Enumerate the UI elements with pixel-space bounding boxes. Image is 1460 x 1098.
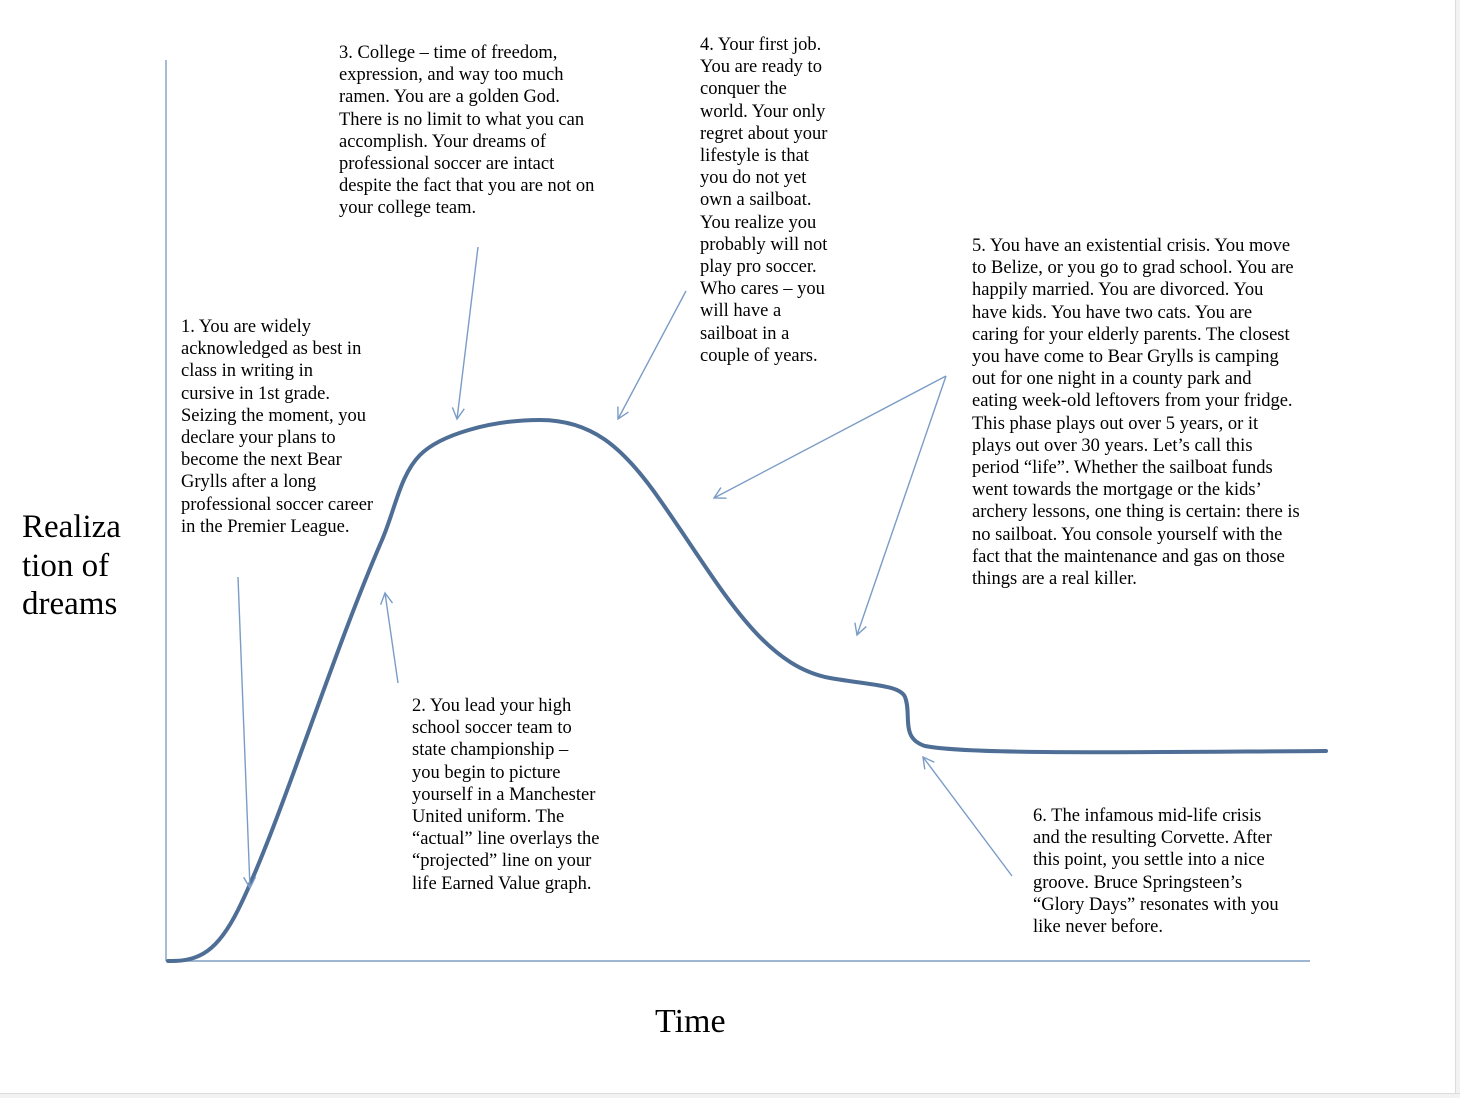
x-axis-label: Time — [655, 1003, 726, 1040]
arrow-note-6 — [923, 757, 1012, 876]
arrow-note-3 — [457, 247, 478, 419]
annotation-1: 1. You are widely acknowledged as best in class in writing in cursive in 1st grade. Seizing the moment, you declare your plans to become the next Bear Grylls after a long professional soccer career in the Premier League. — [181, 317, 374, 537]
y-axis-label: Realiza tion of dreams — [22, 509, 121, 622]
annotation-6: 6. The infamous mid-life crisis and the resulting Corvette. After this point, you settle into a nice groove. Bruce Springsteen’s “Glory Days” resonates with you like never before. — [1033, 806, 1279, 938]
arrow-note-2 — [385, 593, 398, 683]
annotation-2: 2. You lead your high school soccer team to state championship – you begin to picture yourself in a Manchester United uniform. The “actual” line overlays the “projected” line on your life Earned Value graph. — [412, 696, 600, 894]
annotation-3: 3. College – time of freedom, expression, and way too much ramen. You are a golden God. There is no limit to what you can accomplish. Your dreams of professional soccer are intact despite the fact that you are not on your college team. — [339, 43, 595, 219]
arrow-note-5b — [857, 376, 946, 635]
window-edge-right — [1455, 0, 1460, 1098]
window-edge-bottom — [0, 1093, 1460, 1098]
arrow-note-5a — [714, 376, 946, 498]
arrow-note-4 — [618, 291, 686, 419]
annotation-5: 5. You have an existential crisis. You move to Belize, or you go to grad school. You are happily married. You are divorced. You have kids. You have two cats. You are caring for your elderly parents. The closest you have come to Bear Grylls is camping out for one night in a county park and eating week-old leftovers from your fridge. This phase plays out over 5 years, or it plays out over 30 years. Let’s call this period “life”. Whether the sailboat funds went towards the mortgage or the kids’ archery lessons, one thing is certain: there is no sailboat. You console yourself with the fact that the maintenance and gas on those things are a real killer. — [972, 236, 1300, 590]
arrow-note-1 — [238, 577, 250, 888]
annotation-4: 4. Your first job. You are ready to conquer the world. Your only regret about your lifestyle is that you do not yet own a sailboat. You realize you probably will not play pro soccer. Who cares – you will have a sailboat in a couple of years. — [700, 35, 828, 366]
